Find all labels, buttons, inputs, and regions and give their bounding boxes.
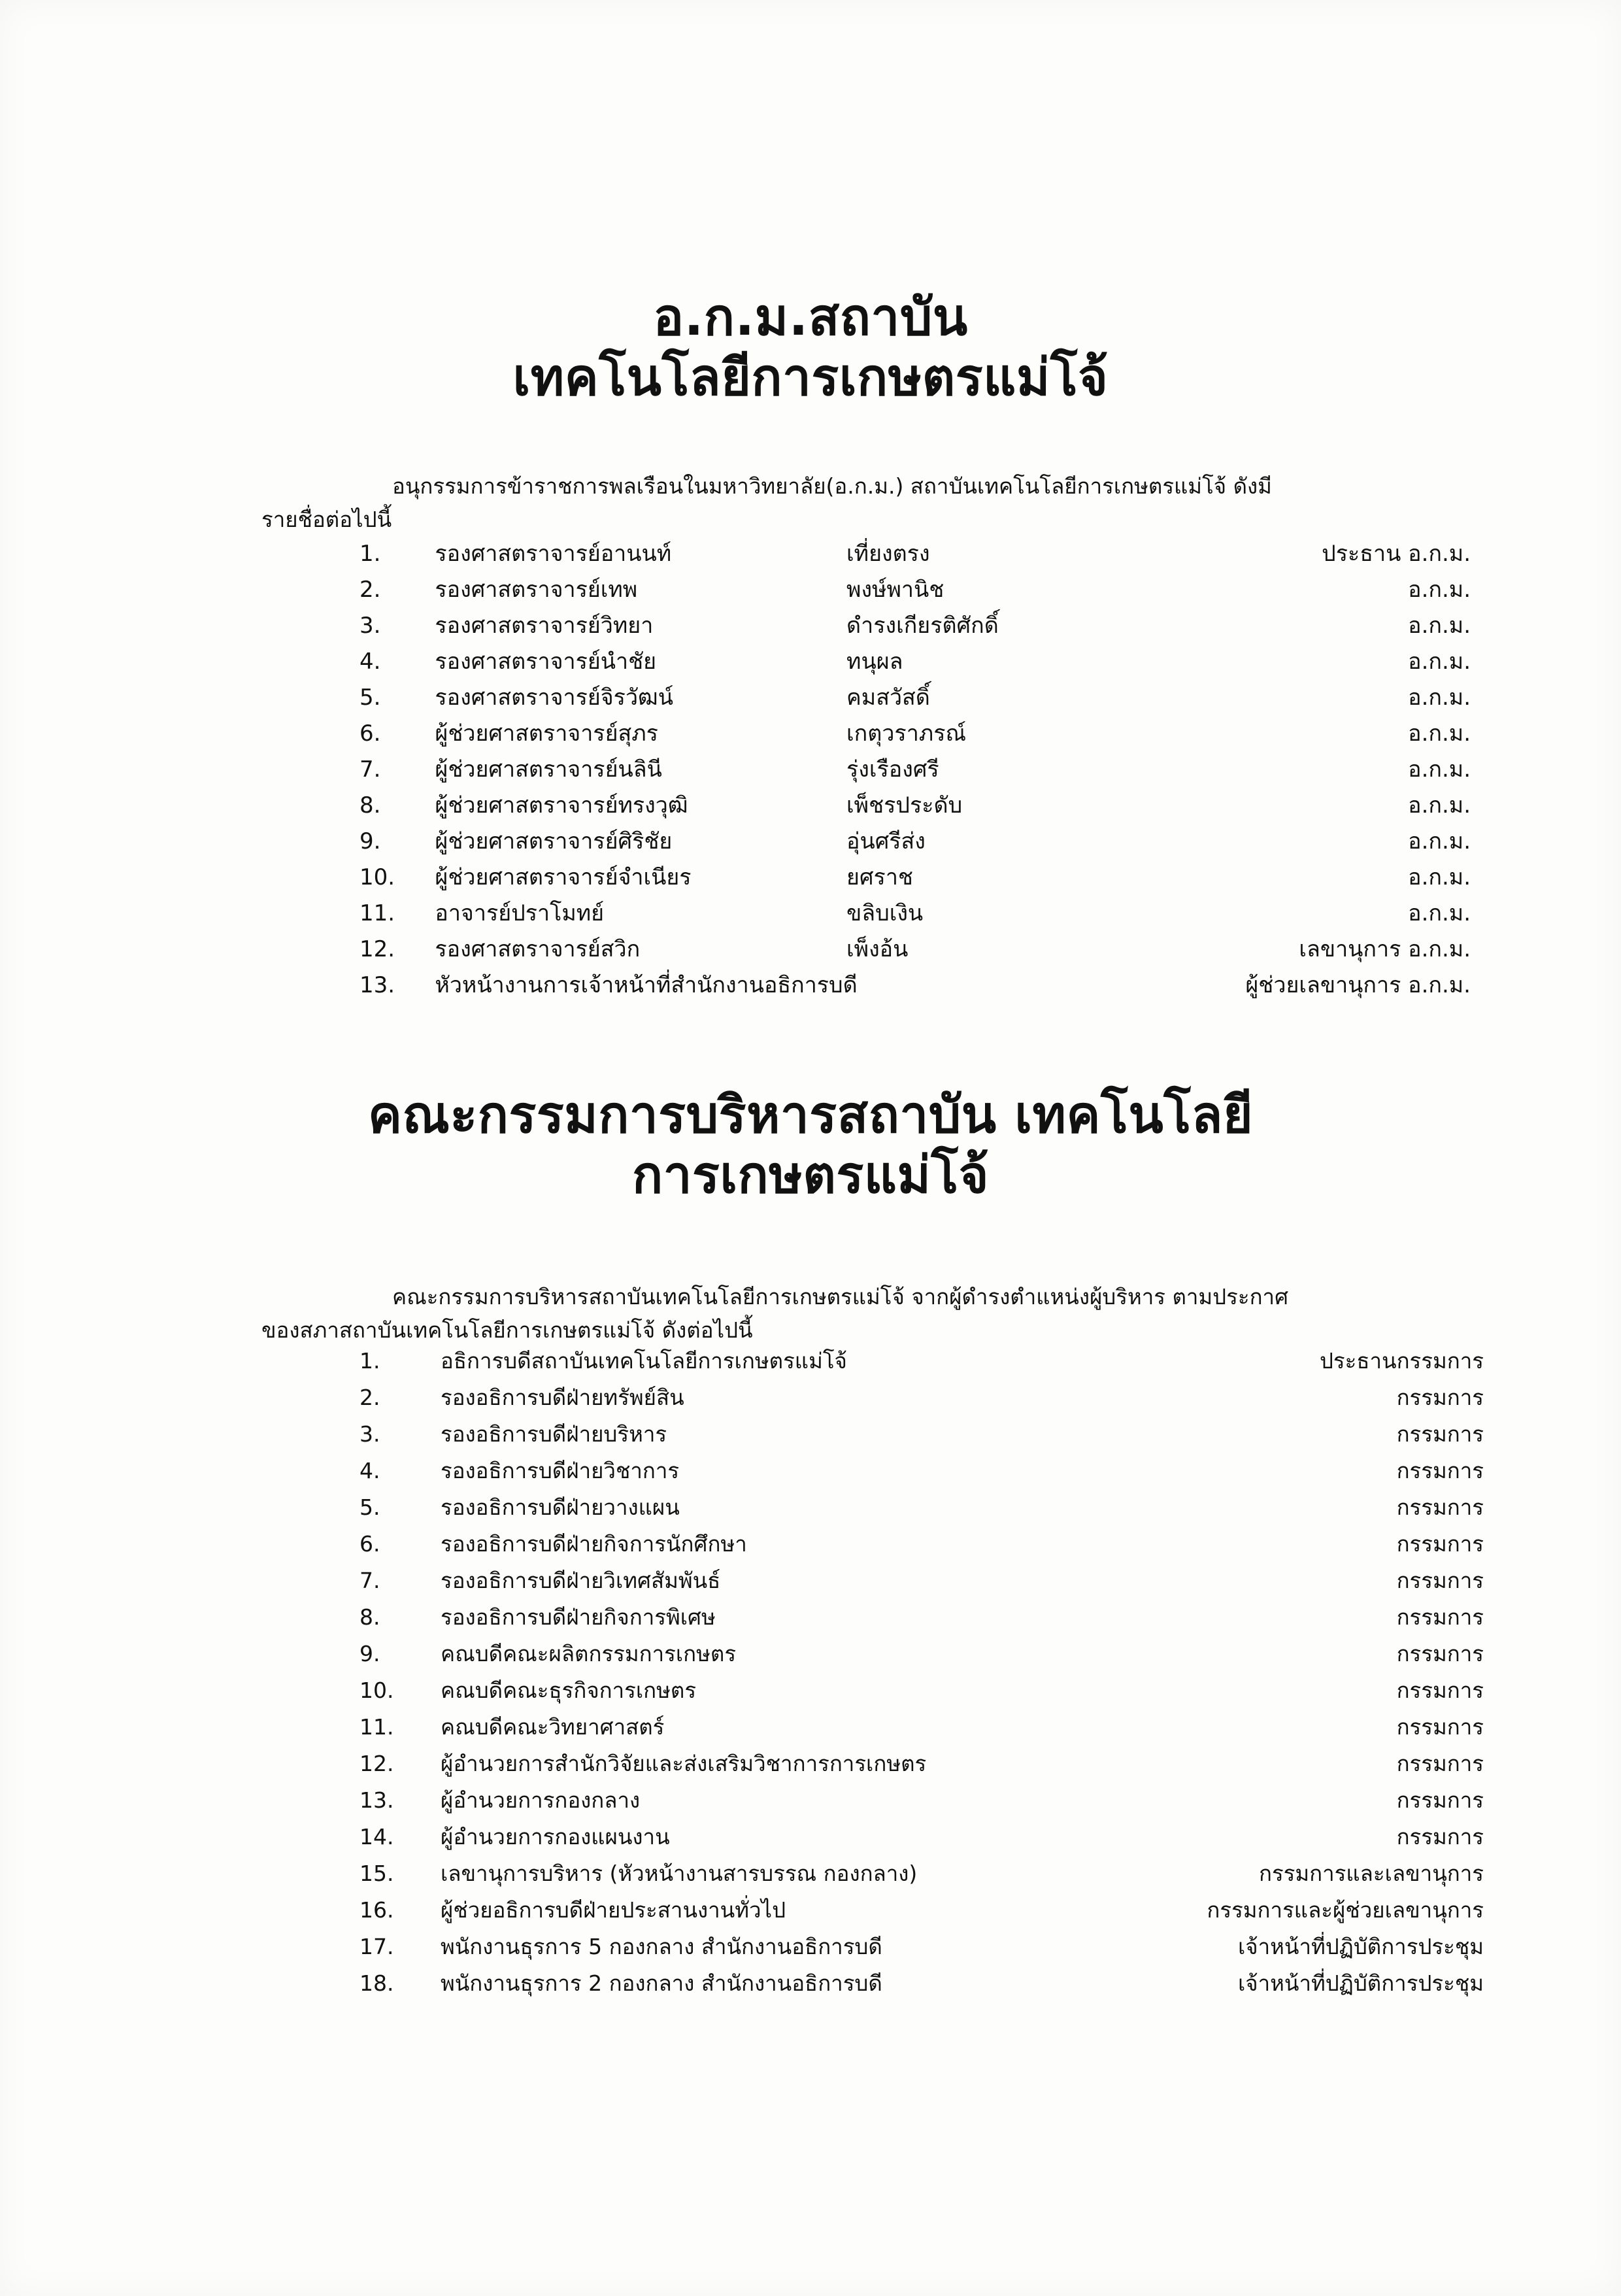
row-name: หัวหน้างานการเจ้าหน้าที่สำนักงานอธิการบดี: [435, 972, 858, 998]
row-name: รองอธิการบดีฝ่ายบริหาร: [441, 1421, 667, 1447]
row-surname: เพ็ชรประดับ: [846, 792, 963, 819]
section1-intro-line2: รายชื่อต่อไปนี้: [261, 507, 392, 533]
row-name: พนักงานธุรการ 2 กองกลาง สำนักงานอธิการบดี: [441, 1970, 882, 1996]
row-role: กรรมการ: [1396, 1604, 1484, 1630]
table-row: [359, 1533, 1484, 1570]
row-name: ผู้อำนวยการกองกลาง: [441, 1787, 641, 1813]
row-number: 9.: [359, 828, 381, 854]
table-row: [359, 1350, 1484, 1387]
section2-intro-line2: ของสภาสถาบันเทคโนโลยีการเกษตรแม่โจ้ ดังต่อไปนี้: [261, 1317, 753, 1343]
row-role: ประธานกรรมการ: [1319, 1348, 1484, 1374]
table-row: [359, 830, 1471, 866]
row-number: 18.: [359, 1970, 394, 1996]
row-name: ผู้ช่วยศาสตราจารย์ทรงวุฒิ: [435, 792, 688, 819]
table-row: [359, 1606, 1484, 1643]
section1-title: [261, 288, 1360, 408]
row-number: 5.: [359, 684, 381, 711]
row-number: 6.: [359, 1531, 380, 1557]
row-number: 8.: [359, 1604, 380, 1630]
row-name: รองอธิการบดีฝ่ายวิเทศสัมพันธ์: [441, 1568, 721, 1593]
row-role: กรรมการ: [1396, 1568, 1484, 1593]
table-row: [359, 1643, 1484, 1680]
row-number: 7.: [359, 756, 381, 783]
row-name: คณบดีคณะผลิตกรรมการเกษตร: [441, 1641, 737, 1666]
table-row: [359, 1423, 1484, 1460]
table-row: [359, 1496, 1484, 1533]
row-role: อ.ก.ม.: [1408, 613, 1471, 639]
row-number: 10.: [359, 1678, 394, 1703]
row-role: อ.ก.ม.: [1408, 649, 1471, 675]
row-name: รองศาสตราจารย์เทพ: [435, 577, 638, 603]
table-row: [359, 1387, 1484, 1423]
row-name: รองศาสตราจารย์นำชัย: [435, 649, 657, 675]
row-number: 13.: [359, 972, 395, 998]
row-number: 2.: [359, 1385, 380, 1410]
section2-roster-table: [359, 1350, 1484, 2009]
row-role: อ.ก.ม.: [1408, 792, 1471, 819]
table-row: [359, 543, 1471, 579]
row-role: ผู้ช่วยเลขานุการ อ.ก.ม.: [1245, 972, 1471, 998]
row-name: ผู้ช่วยศาสตราจารย์ศิริชัย: [435, 828, 673, 854]
row-role: กรรมการ: [1396, 1751, 1484, 1776]
row-name: ผู้ช่วยศาสตราจารย์สุภร: [435, 720, 658, 747]
row-role: กรรมการ: [1396, 1824, 1484, 1849]
row-number: 4.: [359, 1458, 380, 1483]
table-row: [359, 794, 1471, 830]
table-row: [359, 1863, 1484, 1899]
row-role: อ.ก.ม.: [1408, 828, 1471, 854]
table-row: [359, 1789, 1484, 1826]
table-row: [359, 938, 1471, 974]
table-row: [359, 650, 1471, 686]
row-surname: เที่ยงตรง: [846, 541, 930, 567]
row-name: รองอธิการบดีฝ่ายกิจการนักศึกษา: [441, 1531, 747, 1557]
row-name: ผู้อำนวยการกองแผนงาน: [441, 1824, 670, 1849]
row-surname: อุ่นศรีส่ง: [846, 828, 926, 854]
table-row: [359, 1716, 1484, 1753]
row-role: อ.ก.ม.: [1408, 864, 1471, 890]
table-row: [359, 722, 1471, 758]
table-row: [359, 1680, 1484, 1716]
row-role: อ.ก.ม.: [1408, 900, 1471, 926]
row-role: กรรมการ: [1396, 1458, 1484, 1483]
row-role: กรรมการ: [1396, 1678, 1484, 1703]
table-row: [359, 579, 1471, 615]
row-role: อ.ก.ม.: [1408, 577, 1471, 603]
row-number: 13.: [359, 1787, 394, 1813]
row-number: 2.: [359, 577, 381, 603]
row-name: ผู้ช่วยศาสตราจารย์จำเนียร: [435, 864, 692, 890]
table-row: [359, 1570, 1484, 1606]
table-row: [359, 1899, 1484, 1936]
row-name: เลขานุการบริหาร (หัวหน้างานสารบรรณ กองกลาง): [441, 1861, 918, 1886]
row-name: รองศาสตราจารย์จิรวัฒน์: [435, 684, 673, 711]
row-role: กรรมการ: [1396, 1787, 1484, 1813]
row-role: กรรมการ: [1396, 1531, 1484, 1557]
section1-intro-line1: อนุกรรมการข้าราชการพลเรือนในมหาวิทยาลัย(อ.ก.ม.) สถาบันเทคโนโลยีการเกษตรแม่โจ้ ดังมี: [392, 473, 1272, 499]
row-surname: ยศราช: [846, 864, 913, 890]
row-number: 17.: [359, 1934, 394, 1959]
section1-intro: [261, 469, 1379, 536]
row-name: รองอธิการบดีฝ่ายทรัพย์สิน: [441, 1385, 684, 1410]
table-row: [359, 1972, 1484, 2009]
row-name: คณบดีคณะธุรกิจการเกษตร: [441, 1678, 697, 1703]
row-number: 14.: [359, 1824, 394, 1849]
row-surname: เพ็งอ้น: [846, 936, 909, 962]
row-role: เจ้าหน้าที่ปฏิบัติการประชุม: [1237, 1970, 1484, 1996]
row-number: 11.: [359, 900, 395, 926]
table-row: [359, 1936, 1484, 1972]
row-name: รองศาสตราจารย์สวิก: [435, 936, 641, 962]
row-number: 12.: [359, 1751, 394, 1776]
row-role: กรรมการและผู้ช่วยเลขานุการ: [1207, 1897, 1484, 1923]
row-name: รองอธิการบดีฝ่ายกิจการพิเศษ: [441, 1604, 716, 1630]
row-number: 16.: [359, 1897, 394, 1923]
table-row: [359, 902, 1471, 938]
row-number: 6.: [359, 720, 381, 747]
row-name: อธิการบดีสถาบันเทคโนโลยีการเกษตรแม่โจ้: [441, 1348, 847, 1374]
row-number: 4.: [359, 649, 381, 675]
row-role: กรรมการ: [1396, 1641, 1484, 1666]
row-name: อาจารย์ปราโมทย์: [435, 900, 605, 926]
row-name: พนักงานธุรการ 5 กองกลาง สำนักงานอธิการบดี: [441, 1934, 882, 1959]
row-number: 5.: [359, 1494, 380, 1520]
row-number: 1.: [359, 541, 381, 567]
row-role: กรรมการ: [1396, 1421, 1484, 1447]
table-row: [359, 758, 1471, 794]
section2-title-line2: เทคโนโลยีการเกษตรแม่โจ้: [631, 1086, 1254, 1206]
row-role: อ.ก.ม.: [1408, 684, 1471, 711]
row-number: 10.: [359, 864, 395, 890]
row-name: ผู้ช่วยอธิการบดีฝ่ายประสานงานทั่วไป: [441, 1897, 786, 1923]
row-number: 11.: [359, 1714, 394, 1740]
row-surname: รุ่งเรืองศรี: [846, 756, 939, 783]
section1-title-line1: อ.ก.ม.สถาบัน: [653, 288, 968, 347]
row-surname: เกตุวราภรณ์: [846, 720, 966, 747]
row-surname: ทนุผล: [846, 649, 903, 675]
section2-title-line1: คณะกรรมการบริหารสถาบัน: [367, 1086, 997, 1145]
row-name: รองศาสตราจารย์อานนท์: [435, 541, 672, 567]
row-name: รองศาสตราจารย์วิทยา: [435, 613, 654, 639]
row-surname: ดำรงเกียรติศักดิ์: [846, 613, 999, 639]
table-row: [359, 866, 1471, 902]
row-role: กรรมการ: [1396, 1714, 1484, 1740]
row-number: 3.: [359, 1421, 380, 1447]
table-row: [359, 1826, 1484, 1863]
table-row: [359, 1460, 1484, 1496]
row-number: 9.: [359, 1641, 380, 1666]
row-role: กรรมการและเลขานุการ: [1258, 1861, 1484, 1886]
table-row: [359, 1753, 1484, 1789]
row-surname: คมสวัสดิ์: [846, 684, 930, 711]
row-surname: พงษ์พานิช: [846, 577, 944, 603]
section1-roster-table: [359, 543, 1471, 1010]
row-number: 8.: [359, 792, 381, 819]
table-row: [359, 686, 1471, 722]
row-role: เลขานุการ อ.ก.ม.: [1299, 936, 1471, 962]
row-role: ประธาน อ.ก.ม.: [1322, 541, 1471, 567]
row-number: 3.: [359, 613, 381, 639]
row-name: คณบดีคณะวิทยาศาสตร์: [441, 1714, 665, 1740]
row-surname: ขลิบเงิน: [846, 900, 924, 926]
row-name: รองอธิการบดีฝ่ายวิชาการ: [441, 1458, 680, 1483]
row-number: 7.: [359, 1568, 380, 1593]
table-row: [359, 974, 1471, 1010]
section2-intro-line1: คณะกรรมการบริหารสถาบันเทคโนโลยีการเกษตรแม่โจ้ จากผู้ดำรงตำแหน่งผู้บริหาร ตามประกาศ: [392, 1284, 1289, 1309]
row-role: กรรมการ: [1396, 1385, 1484, 1410]
row-name: รองอธิการบดีฝ่ายวางแผน: [441, 1494, 680, 1520]
row-name: ผู้อำนวยการสำนักวิจัยและส่งเสริมวิชาการการเกษตร: [441, 1751, 927, 1776]
section2-intro: [261, 1280, 1392, 1347]
row-role: เจ้าหน้าที่ปฏิบัติการประชุม: [1237, 1934, 1484, 1959]
row-number: 15.: [359, 1861, 394, 1886]
table-row: [359, 615, 1471, 650]
section1-title-line2: เทคโนโลยีการเกษตรแม่โจ้: [512, 348, 1109, 408]
row-number: 12.: [359, 936, 395, 962]
row-role: กรรมการ: [1396, 1494, 1484, 1520]
section2-title: [261, 1085, 1360, 1206]
row-name: ผู้ช่วยศาสตราจารย์นลินี: [435, 756, 662, 783]
row-number: 1.: [359, 1348, 380, 1374]
row-role: อ.ก.ม.: [1408, 720, 1471, 747]
row-role: อ.ก.ม.: [1408, 756, 1471, 783]
